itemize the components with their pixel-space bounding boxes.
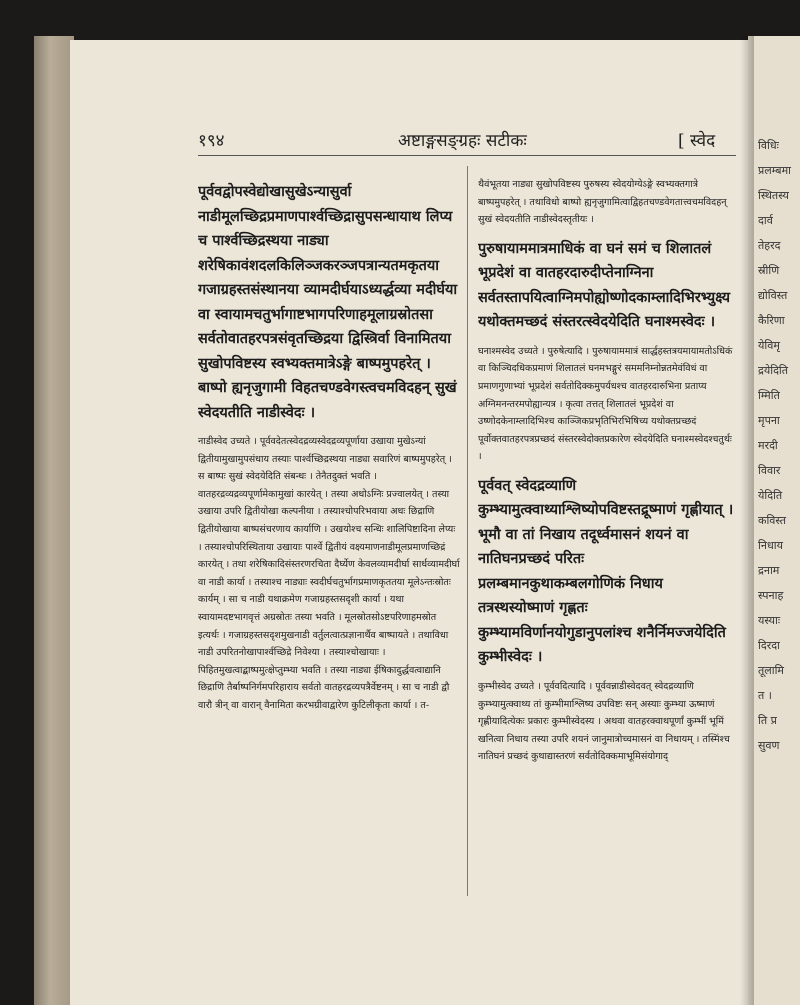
side-fragment: येदिति — [758, 489, 783, 502]
side-fragment: द्रनाम — [758, 564, 780, 577]
gutter-shadow — [740, 36, 754, 1005]
side-fragment: मृपना — [758, 414, 780, 427]
side-fragment: येविमृ — [758, 339, 780, 352]
commentary-text: घनाश्मस्वेद उच्यते । पुरुषेत्यादि । पुरुषायाममात्रं सार्द्धहस्तत्रयमायामतोऽधिकं वा किञ्चिदधिकप्रमाणं शिलातलं घनमभङ्गुरं सममनिम्नोन्नतमेवंविधं वा प्रमाणगुणाभ्यां भूप्रदेशं सर्वतोदिक्कमुपर्यधश्च वातहरदारुभिना प्रताप्य अग्निमनन्तरमपोह्यान्यत्र । कृत्वा तत्तत् शिलातलं भूप्रदेशं वा उष्णोदकेनाम्लादिभिश्च काञ्जिकप्रभृतिभिरभिषिच्य यथोक्तप्रच्छदं पूर्वोक्तवातहरपत्रप्रच्छदं संस्तरस्वेदोक्तप्रकारेण स्वेदयेदिति घनाश्मस्वेदश्चतुर्थः । — [478, 345, 733, 463]
page-header — [198, 128, 738, 154]
side-fragment: म्मिति — [758, 389, 780, 402]
left-column — [198, 180, 460, 1000]
side-fragment: द्योविस्त — [758, 289, 788, 302]
side-fragment: विवार — [758, 464, 781, 477]
section-mark: [ स्वेद — [678, 131, 716, 151]
commentary-text: नाडीस्वेद उच्यते । पूर्ववदेतत्स्वेदद्रव्यस्वेदद्रव्यपूर्णाया उखाया मुखेऽन्यां द्वितीयामुखामुपसंधाय तस्याः पार्श्वच्छिद्रस्थया नाड्या सवारिणं बाष्पमुपहरेत् । स बाष्पः सुखं स्वेदयेदिति संबन्धः । तेनैतदुक्तं भवति । वातहरद्रव्यद्रव्यपूर्णामेकामुखां कारयेत् । तस्या अधोऽग्निः प्रज्वालयेत् । तस्या उखाया उपरि द्वितीयोखा कल्पनीया । तस्याश्चोपरिभवाया अधः छिद्राणि द्वितीयोखाया बाष्पसंचरणाय कार्याणि । उखयोश्च सन्धिः शालिपिष्टादिना लेप्यः । तस्याश्चोपरिस्थिताया उखायाः पार्श्वे द्वितीयं वक्ष्यमाणनाडीमूलप्रमाणच्छिद्रं कारयेत् । तथा शरेषिकादिसंस्तरणरचिता दैर्घ्येण केवलव्यामदीर्घा सार्धव्यामदीर्घा वा नाडी कार्या । तस्याश्च नाड्याः स्वदीर्घचतुर्भागप्रमाणकृततया मूलेऽन्तःस्रोतः कार्यम् । सा च नाडी यथाक्रमेण गजाग्रहस्तसदृशी कार्या । यथा स्वायामदष्टभागवृत्तं अग्रस्रोतः तस्या भवति । मूलस्रोतसोऽष्टपरिणाहमस्रोत इत्यर्थः । गजाग्रहस्तसदृशमुखनाडी वर्तुलत्वात्प्रज्ञानार्थैव बाष्पायते । तथाविधा नाडी उपरितनोखापार्श्वच्छिद्रे निवेश्या । तस्याश्चोखायाः । पिहितमुखत्वाद्बाष्पमुत्क्षेप्तुम्भ्या भवति । तस्या नाड्या ईषिकादुर्द्धवत्वाद्यानि छिद्राणि तैर्बाष्पनिर्गमपरिहाराय सर्वतो वातहरद्रव्यपत्रैर्वेष्टनम् । सा च नाडी द्वौ वारौ त्रीन् वा वारान् वैनामिता करभग्रीवाद्वारेण कुटिलीकृता कार्या । त- — [198, 436, 460, 711]
column-divider — [467, 166, 468, 896]
side-fragment: ति प्र — [758, 714, 777, 727]
side-fragment: स्रीणि — [758, 264, 780, 277]
mula-text: पूर्ववत् स्वेदद्रव्याणि कुम्भ्यामुत्क्वाथ्याश्लिष्योपविष्टस्तद्रूष्माणं गृह्णीयात् । भूमौ वा तां निखाय तदूर्ध्वमासनं शयनं वा नातिघनप्रच्छदं परितः प्रलम्बमानकुथाकम्बलगोणिकं निधाय तत्रस्थस्योष्माणं गृह्णतः कुम्भ्यामविर्णानयोगुडानुपलांश्च शनैर्निमज्जयेदिति कुम्भीस्वेदः । — [478, 476, 734, 666]
side-fragment: सुवण — [758, 739, 780, 752]
side-fragment: द्रयेदिति — [758, 364, 789, 377]
side-fragment: दिरदा — [758, 639, 780, 652]
side-fragment: मरदी — [758, 439, 778, 452]
side-fragment: यस्याः — [758, 614, 781, 627]
book-edge — [34, 36, 74, 1005]
side-fragment: कविस्त — [758, 514, 786, 527]
running-title: अष्टाङ्गसङ्ग्रहः सटीकः — [398, 131, 527, 151]
side-fragment: स्पनाह — [758, 589, 784, 602]
page-number: १९४ — [198, 131, 225, 151]
side-fragment: तूलामि — [758, 664, 785, 677]
side-fragment: विधिः — [758, 139, 779, 152]
side-fragment: कैरिणा — [758, 314, 785, 327]
header-rule — [198, 155, 736, 156]
side-fragment: स्थितस्य — [758, 189, 789, 202]
right-column — [478, 176, 734, 996]
side-fragment: प्रलम्बमा — [758, 164, 791, 177]
side-fragment: तेहरद — [758, 239, 781, 252]
commentary-text: कुम्भीस्वेद उच्यते । पूर्ववदित्यादि । पूर्ववन्नाडीस्वेदवत् स्वेदद्रव्याणि कुम्भ्यामुत्क्वाथ्य तां कुम्भीमाश्लिष्य उपविष्टः सन् अस्याः कुम्भ्या ऊष्माणं गृह्णीयादित्येकः प्रकारः कुम्भीस्वेदस्य । अथवा वातहरक्वाथपूर्णां कुम्भीं भूमिं खनित्वा निधाय तस्या उपरि शयनं जानुमात्रोच्चमासनं वा निधायम् । तस्मिंश्च नातिघनं प्रच्छदं कुथाद्यास्तरणं सर्वतोदिक्कमाभूमिसंयोगाद् — [478, 680, 730, 763]
side-fragment: दार्व — [758, 214, 773, 227]
side-fragment: निधाय — [758, 539, 783, 552]
side-fragment: त । — [758, 689, 772, 702]
mula-text: पूर्ववद्वोपस्वेद्योखासुखेऽन्यासुर्वा नाडीमूलच्छिद्रप्रमाणपार्श्वच्छिद्रासुपसन्धायाथ लिप्य च पार्श्वच्छिद्रस्थया नाड्या शरेषिकावंशदलकिलिञ्जकरञ्जपत्रान्यतमकृतया गजाग्रहस्तसंस्थानया व्यामदीर्घयाऽध्यर्द्धव्या मदीर्घया वा स्वायामचतुर्भागाष्टभागपरिणाहमूलाग्रस्रोतसा सर्वतोवातहरपत्रसंवृतच्छिद्रया द्विस्त्रिर्वा विनामितया सुखोपविष्टस्य स्वभ्यक्तमात्रेऽङ्गे बाष्पमुपहरेत् । बाष्पो ह्यनृजुगामी विहतचण्डवेगस्त्वचमविदहन् सुखं स्वेदयतीति नाडीस्वेदः । — [198, 183, 458, 421]
mula-text: पुरुषायाममात्रमाधिकं वा घनं समं च शिलातलं भूप्रदेशं वा वातहरदारुदीप्तेनाग्निना सर्वतस्तापयित्वाग्निमपोह्योष्णोदकाम्लादिभिरभ्युक्ष्य यथोक्तमच्छदं संस्तरत्स्वेदयेदिति घनाश्मस्वेदः । — [478, 239, 731, 331]
adjacent-page-fragments — [758, 136, 798, 761]
commentary-text: थैवंभूतया नाड्या सुखोपविष्टस्य पुरुषस्य स्वेदयोग्येऽङ्गे स्वभ्यक्तगात्रे बाष्पमुपहरेत् । तथाविधो बाष्पो ह्यनृजुगामित्वाद्विहतचण्डवेगतात्त्वचमविदहन् सुखं स्वेदयतीति नाडीस्वेदस्तृतीयः । — [478, 179, 727, 226]
